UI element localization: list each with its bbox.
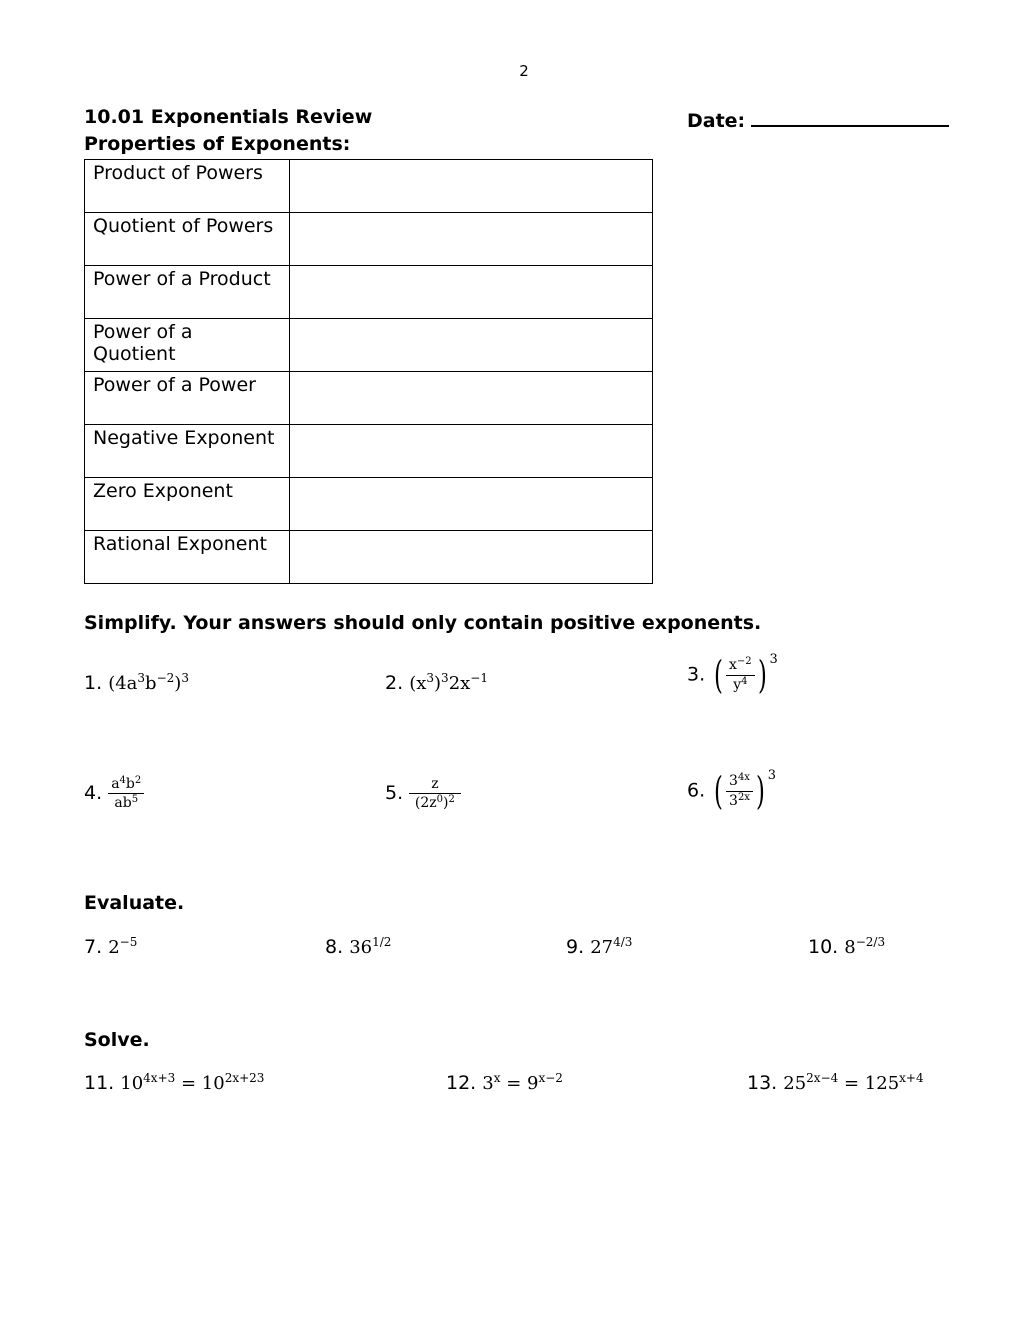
problem-3 bbox=[687, 651, 778, 697]
problem-8 bbox=[325, 936, 391, 958]
problem-expression: $2^{-5}$ bbox=[108, 935, 138, 958]
problem-number: 4. bbox=[84, 782, 103, 805]
fraction: $\frac{z}{(2z^0)^2}$ bbox=[409, 776, 460, 811]
table-row bbox=[85, 531, 653, 584]
property-answer-cell[interactable] bbox=[290, 266, 653, 319]
problem-2 bbox=[385, 672, 488, 694]
problem-expression: $(x^3)^32x^{-1}$ bbox=[409, 671, 488, 694]
problem-number: 11. bbox=[84, 1072, 115, 1094]
property-answer-cell[interactable] bbox=[290, 478, 653, 531]
date-blank-line[interactable] bbox=[751, 106, 949, 127]
problem-equation: $25^{2x-4} = 125^{x+4}$ bbox=[783, 1071, 924, 1094]
properties-table bbox=[84, 159, 653, 584]
property-answer-cell[interactable] bbox=[290, 372, 653, 425]
property-answer-cell[interactable] bbox=[290, 160, 653, 213]
table-row bbox=[85, 372, 653, 425]
fraction: $\frac{3^{4x}}{3^{2x}}$ bbox=[726, 773, 753, 808]
problem-number: 9. bbox=[566, 936, 585, 958]
problem-11 bbox=[84, 1072, 264, 1094]
fraction: $\frac{x^{-2}}{y^4}$ bbox=[726, 657, 755, 692]
worksheet-title: 10.01 Exponentials Review bbox=[84, 106, 373, 128]
problem-13 bbox=[747, 1072, 924, 1094]
problem-number: 5. bbox=[385, 782, 404, 805]
property-name: Power of a Product bbox=[85, 266, 290, 319]
evaluate-heading: Evaluate. bbox=[84, 892, 185, 914]
property-name: Rational Exponent bbox=[85, 531, 290, 584]
fraction: $\frac{a^4b^2}{ab^5}$ bbox=[108, 776, 144, 811]
property-name: Negative Exponent bbox=[85, 425, 290, 478]
problem-expression: $27^{4/3}$ bbox=[590, 935, 633, 958]
problem-equation: $10^{4x+3} = 10^{2x+23}$ bbox=[120, 1071, 265, 1094]
property-answer-cell[interactable] bbox=[290, 531, 653, 584]
problem-number: 12. bbox=[446, 1072, 477, 1094]
table-row bbox=[85, 478, 653, 531]
problem-number: 6. bbox=[687, 779, 706, 802]
problem-number: 1. bbox=[84, 672, 103, 694]
property-name: Power of a Quotient bbox=[85, 319, 290, 372]
problem-1 bbox=[84, 672, 189, 694]
properties-heading: Properties of Exponents: bbox=[84, 133, 351, 155]
problem-number: 2. bbox=[385, 672, 404, 694]
problem-number: 7. bbox=[84, 936, 103, 958]
problem-6 bbox=[687, 767, 777, 813]
table-row bbox=[85, 319, 653, 372]
problem-4 bbox=[84, 776, 144, 811]
simplify-instructions: Simplify. Your answers should only contain positive exponents. bbox=[84, 612, 762, 634]
property-answer-cell[interactable] bbox=[290, 213, 653, 266]
page-number: 2 bbox=[519, 62, 529, 80]
left-paren: ( bbox=[714, 653, 724, 697]
problem-equation: $3^x = 9^{x-2}$ bbox=[482, 1071, 563, 1094]
problem-12 bbox=[446, 1072, 563, 1094]
problem-number: 10. bbox=[808, 936, 839, 958]
problem-number: 13. bbox=[747, 1072, 778, 1094]
problem-9 bbox=[566, 936, 632, 958]
outer-exponent: 3 bbox=[767, 767, 777, 783]
right-paren: ) bbox=[755, 769, 765, 813]
property-name: Power of a Power bbox=[85, 372, 290, 425]
table-row bbox=[85, 266, 653, 319]
property-name: Product of Powers bbox=[85, 160, 290, 213]
property-answer-cell[interactable] bbox=[290, 425, 653, 478]
left-paren: ( bbox=[714, 769, 724, 813]
outer-exponent: 3 bbox=[769, 651, 778, 667]
problem-number: 3. bbox=[687, 663, 706, 686]
property-name: Zero Exponent bbox=[85, 478, 290, 531]
right-paren: ) bbox=[757, 653, 767, 697]
problem-number: 8. bbox=[325, 936, 344, 958]
problem-expression: $(4a^3b^{-2})^3$ bbox=[108, 671, 189, 694]
date-field bbox=[687, 106, 949, 132]
table-row bbox=[85, 425, 653, 478]
table-row bbox=[85, 213, 653, 266]
property-name: Quotient of Powers bbox=[85, 213, 290, 266]
problem-10 bbox=[808, 936, 885, 958]
table-row bbox=[85, 160, 653, 213]
problem-5 bbox=[385, 776, 461, 811]
problem-expression: $36^{1/2}$ bbox=[349, 935, 392, 958]
property-answer-cell[interactable] bbox=[290, 319, 653, 372]
problem-expression: $8^{-2/3}$ bbox=[844, 935, 886, 958]
solve-heading: Solve. bbox=[84, 1029, 150, 1051]
date-label: Date: bbox=[687, 110, 746, 132]
problem-7 bbox=[84, 936, 137, 958]
